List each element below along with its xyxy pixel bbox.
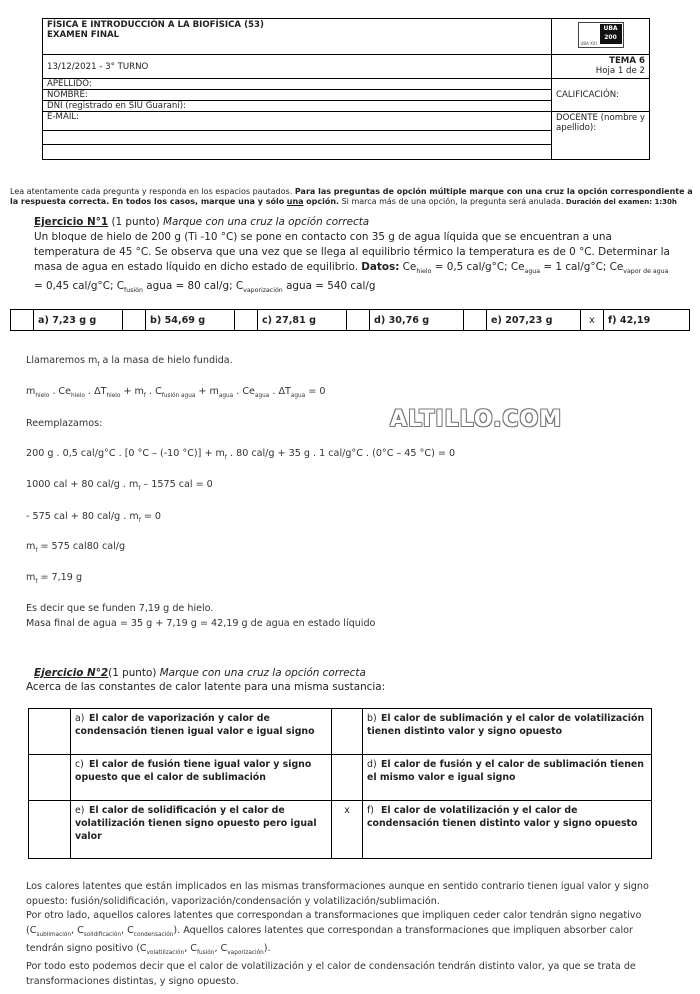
option-d-checkbox[interactable] xyxy=(347,310,370,331)
calificacion-field[interactable]: CALIFICACIÓN: xyxy=(552,79,650,112)
ex1-instruction: Marque con una cruz la opción correcta xyxy=(163,216,370,228)
sol1-intro: Llamaremos $m_f$ a la masa de hielo fundida. xyxy=(26,355,233,368)
ex2-option-c-checkbox[interactable] xyxy=(29,755,71,801)
ex1-title: Ejercicio N°1 xyxy=(34,216,109,228)
option-e-checkbox[interactable] xyxy=(464,310,487,331)
option-d: d) 30,76 g xyxy=(370,310,464,331)
ex2-instruction: Marque con una cruz la opción correcta xyxy=(159,667,366,679)
header-table xyxy=(42,18,650,160)
course-title: FÍSICA E INTRODUCCIÓN A LA BIOFÍSICA (53) xyxy=(47,20,264,30)
sol1-reemplazamos: Reemplazamos: xyxy=(26,418,103,429)
ex2-option-b: b) El calor de sublimación y el calor de volatilización tienen distinto valor y signo opuesto xyxy=(363,709,652,755)
exercise-2 xyxy=(26,666,666,694)
ex2-statement: Acerca de las constantes de calor latente para una misma sustancia: xyxy=(26,681,386,693)
ex2-option-c: c) El calor de fusión tiene igual valor y signo opuesto que el calor de sublimación xyxy=(71,755,332,801)
option-f-checkbox[interactable]: x xyxy=(581,310,604,331)
sol1-step-3: - 575 cal + 80 cal/g . $m_f = 0$ xyxy=(26,511,162,524)
option-e: e) 207,23 g xyxy=(487,310,581,331)
sol1-step-1: 200 g . 0,5 cal/g°C . [0 °C – (-10 $^\circ C)] + m_f$ . 80 cal/g + 35 g . 1 cal/g°C . (0°C – 45 °C) = 0 xyxy=(26,448,456,461)
watermark: ALTILLO.COM xyxy=(390,407,563,432)
ex2-option-a: a) El calor de vaporización y calor de condensación tienen igual valor e igual signo xyxy=(71,709,332,755)
option-a: a) 7,23 g g xyxy=(34,310,123,331)
ex2-title: Ejercicio N°2 xyxy=(34,667,109,679)
sol2-paragraph-2: Por otro lado, aquellos calores latentes que correspondan a transformaciones que impliquen ceder calor tendrán signo negativo ($C_{sublimación}$, $C_{solidificación}$, $C_{condensación}$). Aquellos calores latentes que correspondan a transformaciones que impliquen absorber calor tendrán signo positivo ($C_{volatilización}$, $C_{fusión}$, $C_{vaporización}$). xyxy=(26,910,642,956)
sol1-step-4: $m_f = 575$ cal80 cal/g xyxy=(26,541,126,554)
sol1-conclusion-2: Masa final de agua = 35 g + 7,19 g = 42,19 g de agua en estado líquido xyxy=(26,618,376,629)
option-b: b) 54,69 g xyxy=(146,310,235,331)
ex2-option-a-checkbox[interactable] xyxy=(29,709,71,755)
email-field[interactable]: E-MAIL: xyxy=(43,112,551,131)
instructions: Lea atentamente cada pregunta y responda en los espacios pautados. Para las preguntas de opción múltiple marque con una cruz la opción correspondiente a la respuesta correcta. En todos los casos, marque una y sólo una opción. Si marca más de una opción, la pregunta será anulada. Duración del examen: 1:30h xyxy=(10,187,693,206)
ex2-option-d-checkbox[interactable] xyxy=(332,755,363,801)
solution-2 xyxy=(26,880,666,989)
tema-label: TEMA 6 xyxy=(609,56,645,66)
ex2-option-f: f) El calor de volatilización y el calor de condensación tienen distinto valor y signo opuesto xyxy=(363,801,652,859)
sol2-paragraph-3: Por todo esto podemos decir que el calor de volatilización y el calor de condensación tendrán distinto valor, ya que se trata de transformaciones distintas, y signo opuesto. xyxy=(26,961,636,987)
ex2-option-d: d) El calor de fusión y el calor de sublimación tienen el mismo valor e igual signo xyxy=(363,755,652,801)
ex2-points: (1 punto) xyxy=(108,667,157,679)
option-f: f) 42,19 xyxy=(604,310,690,331)
ex1-options xyxy=(10,309,690,331)
sol1-step-2: 1000 cal + 80 cal/g . $m_f - 1575$ cal = 0 xyxy=(26,479,213,492)
docente-field[interactable]: DOCENTE (nombre y apellido): xyxy=(552,112,650,160)
option-b-checkbox[interactable] xyxy=(123,310,146,331)
ex2-options xyxy=(28,708,652,859)
uba-logo: UBA 200 UBA XXI xyxy=(578,22,624,48)
ex2-option-f-checkbox[interactable]: x xyxy=(332,801,363,859)
option-c-checkbox[interactable] xyxy=(235,310,258,331)
sol1-equation: $m_{hielo}$ . $Ce_{hielo}$ . $\Delta T_{hielo} + m_f$ . $C_{fusión agua} + m_{agua}$ . $Ce_{agua}$ . $\Delta T_{agua} = 0$ xyxy=(26,386,326,399)
sol1-conclusion-1: Es decir que se funden 7,19 g de hielo. xyxy=(26,603,214,614)
exam-title: EXAMEN FINAL xyxy=(47,30,120,40)
exercise-1 xyxy=(34,215,674,298)
nombre-field[interactable]: NOMBRE: xyxy=(43,90,551,101)
sol2-paragraph-1: Los calores latentes que están implicados en las mismas transformaciones aunque en sentido contrario tienen igual valor y signo opuesto: fusión/solidificación, vaporización/condensación y volatilización/sublimación. xyxy=(26,881,649,907)
option-a-checkbox[interactable] xyxy=(11,310,34,331)
ex2-option-e-checkbox[interactable] xyxy=(29,801,71,859)
apellido-field[interactable]: APELLIDO: xyxy=(43,79,551,90)
option-c: c) 27,81 g xyxy=(258,310,347,331)
ex2-option-b-checkbox[interactable] xyxy=(332,709,363,755)
ex1-points: (1 punto) xyxy=(111,216,160,228)
page-indicator: Hoja 1 de 2 xyxy=(595,66,645,76)
ex2-option-e: e) El calor de solidificación y el calor de volatilización tienen signo opuesto pero igual valor xyxy=(71,801,332,859)
ex1-statement: Un bloque de hielo de 200 g (Ti -10 °C) se pone en contacto con 35 g de agua líquida que se encuentran a una temperatura de 45 °C. Se observa que una vez que se llega al equilibrio térmico la temperatura es de 0 °C. Determinar la masa de agua en estado líquido en dicho estado de equilibrio. Datos: $Ce_{hielo} = 0,5$ cal/g°C; $Ce_{agua} = 1$ cal/g°C; $Ce_{vapor de agua} = 0,45$ cal/g°C; $C_{fusión}$ agua = 80 cal/g; $C_{vaporización}$ agua = 540 cal/g xyxy=(34,231,670,295)
sol1-step-5: $m_f = 7,19$ g xyxy=(26,572,83,585)
dni-field[interactable]: DNI (registrado en SIU Guaraní): xyxy=(47,101,186,111)
exam-date: 13/12/2021 - 3° TURNO xyxy=(43,55,552,79)
